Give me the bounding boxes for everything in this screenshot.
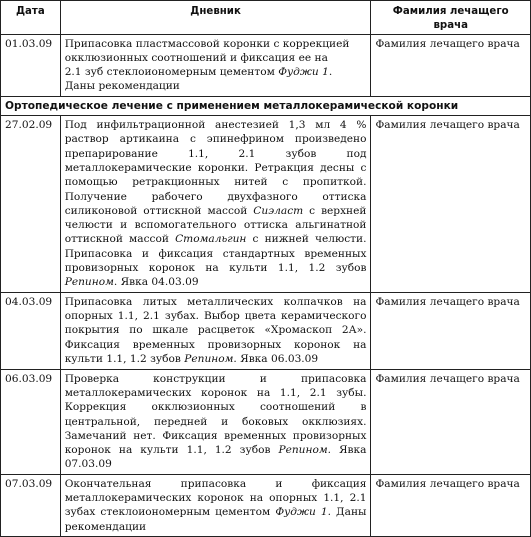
diary-text: Припасовка литых металлических колпачков на опорных 1.1, 2.1 зубах. Выбор цвета керамического покрытия по шкале расцветок «Хромаскоп 2А». Фиксация временных провизорных коронок на культи 1.1, 1.2 зубов [64,295,367,365]
doctor-cell: Фамилия лечащего врача [371,34,531,96]
diary-text: . Явка 04.03.09 [113,276,199,289]
diary-text: . Явка 06.03.09 [233,352,319,365]
material-name: Репином [278,444,328,457]
diary-text: Проверка конструкции и припасовка металлокерамических коронок на 1.1, 2.1 зубы. Коррекция окклюзионных соотношений в центральной, передней и боковых окклюзиях. Замечаний нет. Фиксация временных провизорных коронок на культи 1.1, 1.2 зубов [64,372,367,457]
table-row [1,34,531,96]
material-name: Сиэласт [253,204,304,217]
date-cell: 04.03.09 [1,292,61,369]
table-row [1,369,531,474]
table-row [1,474,531,536]
header-diary: Дневник [60,1,371,35]
diary-cell [60,34,371,96]
material-name: Репином [184,352,234,365]
diary-text: Припасовка пластмассовой коронки с коррекцией [64,37,350,50]
diary-text: . [328,66,333,79]
material-name: Фуджи 1 [275,506,328,519]
date-cell: 07.03.09 [1,474,61,536]
diary-cell [60,474,371,536]
diary-text: с нижней челюсти. Припасовка и фиксация стандартных временных провизорных коронок на культи 1.1, 1.2 зубов [64,233,367,275]
diary-text: . Даны рекомендации [64,506,367,533]
material-name: Фуджи 1 [278,66,329,79]
doctor-cell: Фамилия лечащего врача [371,292,531,369]
diary-cell [60,116,371,293]
doctor-cell: Фамилия лечащего врача [371,116,531,293]
date-cell: 27.02.09 [1,116,61,293]
diary-text: Окончательная припасовка и фиксация металлокерамических коронок на опорных 1.1, 2.1 зубах стеклоиономерным цементом [64,477,367,519]
header-row [1,1,531,35]
doctor-cell: Фамилия лечащего врача [371,474,531,536]
section-title: Ортопедическое лечение с применением металлокерамической коронки [1,96,531,115]
diary-text: с верхней челюсти и вспомогательного оттиска альгинатной оттискной массой [64,204,367,246]
diary-text: Под инфильтрационной анестезией 1,3 мл 4 % раствор артикаина с эпинефрином произведено препарирование 1.1, 2.1 зубов под металлокерамические коронки. Ретракция десны с помощью ретракционных нитей с пропиткой. Получение рабочего двухфазного оттиска силиконовой оттискной массой [64,119,367,217]
table-row [1,292,531,369]
table-row [1,116,531,293]
header-date: Дата [1,1,61,35]
diary-text: окклюзионных соотношений и фиксация ее на [64,51,328,64]
diary-text: Даны рекомендации [64,80,180,93]
date-cell: 01.03.09 [1,34,61,96]
date-cell: 06.03.09 [1,369,61,474]
diary-cell [60,292,371,369]
diary-cell [60,369,371,474]
material-name: Стомальгин [175,233,247,246]
diary-text: 2.1 зуб стеклоиономерным цементом [64,66,279,79]
header-doctor: Фамилия лечащего врача [371,1,531,35]
material-name: Репином [64,276,114,289]
doctor-cell: Фамилия лечащего врача [371,369,531,474]
section-row [1,96,531,115]
diary-text: . Явка 07.03.09 [64,444,367,471]
